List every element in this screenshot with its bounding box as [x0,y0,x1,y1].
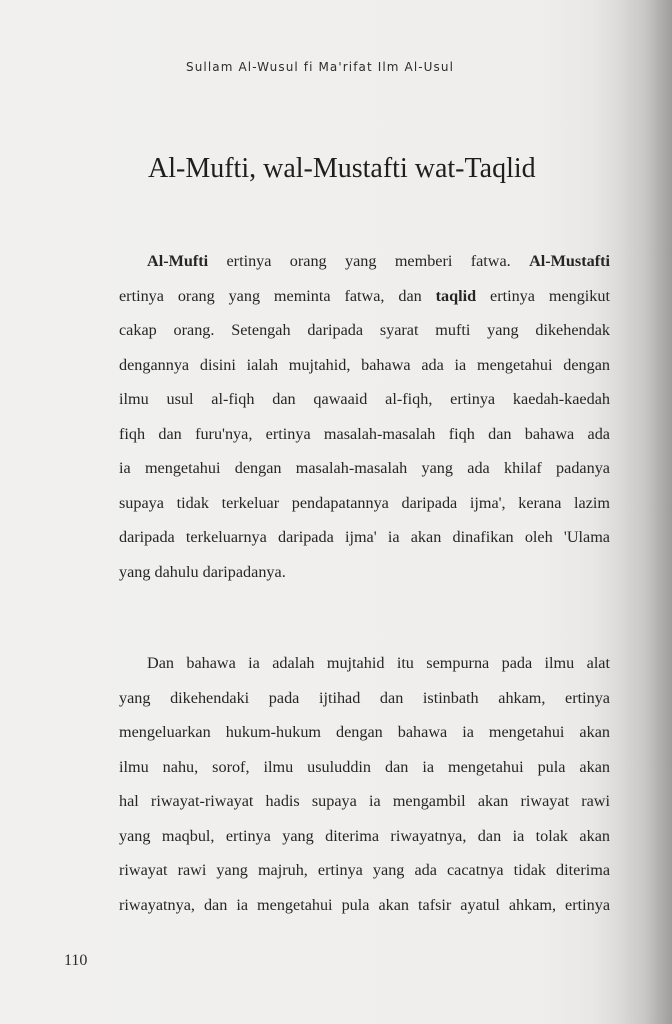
text-fragment: ertinya mengikut [476,286,610,305]
paragraph-1 [119,244,610,589]
text-line: yang dahulu daripadanya. [119,562,286,581]
text-line [119,279,610,314]
text-line: supaya tidak terkeluar pendapatannya daripada ijma', kerana lazim [119,493,610,512]
paragraph-2 [119,646,610,922]
term-taqlid: taqlid [435,286,477,305]
text-line: Dan bahawa ia adalah mujtahid itu sempurna pada ilmu alat [147,654,610,672]
text-line: ilmu usul al-fiqh dan qawaaid al-fiqh, ertinya kaedah-kaedah [119,390,610,408]
text-fragment: ertinya orang yang meminta fatwa, dan [119,286,436,305]
text-line: riwayat rawi yang majruh, ertinya yang ada cacatnya tidak diterima [119,861,610,879]
page-number: 110 [64,952,88,969]
text-fragment: ertinya orang yang memberi fatwa. [208,252,530,270]
text-line: hal riwayat-riwayat hadis supaya ia mengambil akan riwayat rawi [119,792,610,810]
chapter-title: Al-Mufti, wal-Mustafti wat-Taqlid [148,153,536,184]
term-mufti: Al-Mufti [147,252,209,270]
text-line: yang maqbul, ertinya yang diterima riwayatnya, dan ia tolak akan [119,826,610,845]
text-line: ia mengetahui dengan masalah-masalah yang ada khilaf padanya [119,459,610,477]
running-head: Sullam Al-Wusul fi Ma'rifat Ilm Al-Usul [186,60,455,74]
text-line: dengannya disini ialah mujtahid, bahawa ada ia mengetahui dengan [119,355,610,374]
text-line: fiqh dan furu'nya, ertinya masalah-masalah fiqh dan bahawa ada [119,424,610,443]
text-line: ilmu nahu, sorof, ilmu usuluddin dan ia mengetahui pula akan [119,757,610,776]
term-mustafti: Al-Mustafti [529,252,610,270]
text-line [119,244,610,279]
text-line: daripada terkeluarnya daripada ijma' ia akan dinafikan oleh 'Ulama [119,528,610,546]
text-line: riwayatnya, dan ia mengetahui pula akan tafsir ayatul ahkam, ertinya [119,895,610,914]
text-line: yang dikehendaki pada ijtihad dan istinbath ahkam, ertinya [119,688,610,707]
text-line: mengeluarkan hukum-hukum dengan bahawa ia mengetahui akan [119,723,610,741]
text-line: cakap orang. Setengah daripada syarat mufti yang dikehendak [119,321,610,339]
